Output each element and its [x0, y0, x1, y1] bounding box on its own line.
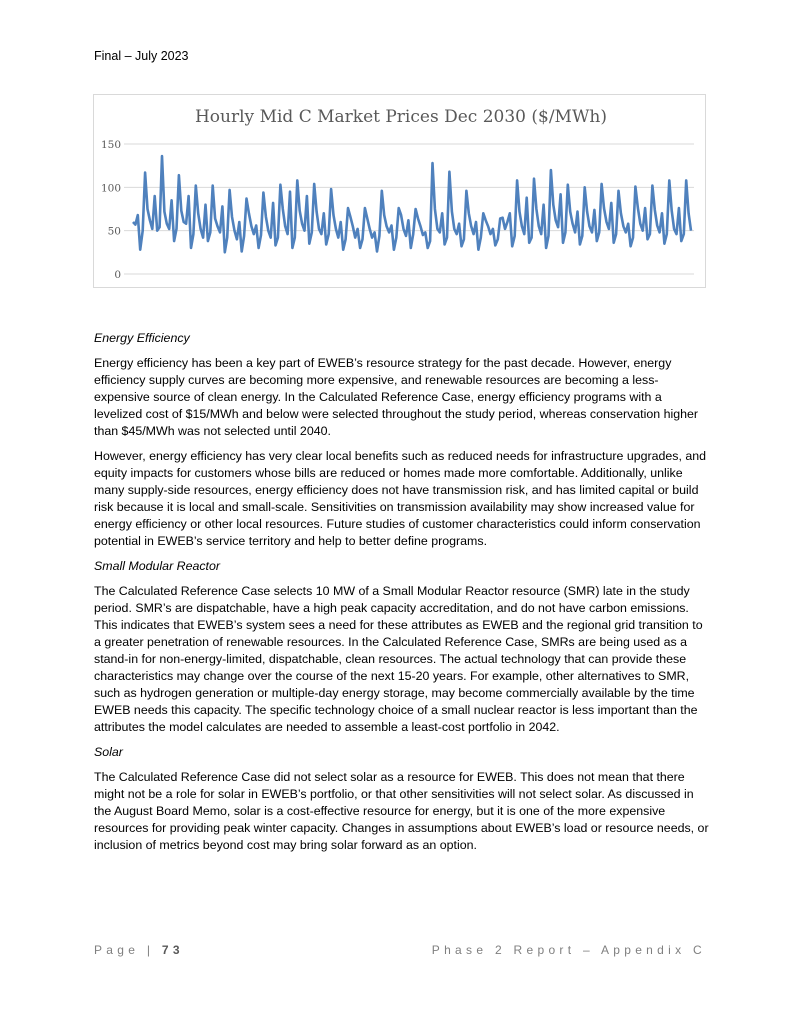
page-number-label [94, 943, 184, 957]
y-tick-label: 100 [100, 182, 121, 195]
y-tick-label: 150 [100, 139, 121, 151]
page-number: 73 [161, 943, 184, 957]
body-text [94, 330, 709, 862]
page-prefix: Page | [94, 943, 162, 957]
paragraph: However, energy efficiency has very clear local benefits such as reduced needs for infrastructure upgrades, and equity impacts for customers whose bills are reduced or homes made more comfortable. Additionally, unlike many supply-side resources, energy efficiency does not have transmission risk, and has limited capital or build risk because it is local and small-scale. Sensitivities on transmission availability may show increased value for energy efficiency or other local resources. Future studies of customer characteristics could inform conservation potential in EWEB’s service territory and help to better define programs. [94, 449, 707, 548]
paragraph: Energy efficiency has been a key part of EWEB’s resource strategy for the past decade. However, energy efficiency supply curves are becoming more expensive, and renewable resources are becoming a less-expensive source of clean energy. In the Calculated Reference Case, energy efficiency programs with a levelized cost of $15/MWh and below were selected throughout the study period, whereas conservation higher than $45/MWh was not selected until 2040. [94, 356, 699, 438]
paragraph: The Calculated Reference Case did not select solar as a resource for EWEB. This does not mean that there might not be a role for solar in EWEB’s portfolio, or that other sensitivities will not select solar. As discussed in the August Board Memo, solar is a cost-effective resource for energy, but it is one of the more expensive resources for providing peak winter capacity. Changes in assumptions about EWEB’s load or resource needs, or inclusion of metrics beyond cost may bring solar forward as an option. [94, 770, 709, 852]
y-tick-label: 50 [107, 225, 121, 238]
price-chart [93, 94, 706, 288]
page-footer [94, 943, 706, 957]
y-tick-label: 0 [114, 269, 121, 281]
price-chart-svg [94, 95, 705, 287]
chart-title: Hourly Mid C Market Prices Dec 2030 ($/MWh) [194, 107, 608, 127]
series-line [133, 156, 691, 252]
section-heading: Small Modular Reactor [94, 559, 221, 573]
section-heading: Energy Efficiency [94, 331, 190, 345]
page-header: Final – July 2023 [94, 49, 189, 63]
paragraph: The Calculated Reference Case selects 10 MW of a Small Modular Reactor resource (SMR) late in the study period. SMR’s are dispatchable, have a high peak capacity accreditation, and do not have carbon emissions. This indicates that EWEB’s system sees a need for these attributes as EWEB and the regional grid transition to a greater penetration of renewable resources. In the Calculated Reference Case, SMRs are being used as a stand-in for non-energy-limited, dispatchable, clean resources. The actual technology that can provide these characteristics may change over the course of the next 15-20 years. For example, other alternatives to SMR, such as hydrogen generation or multiple-day energy storage, may become commercially available by the time EWEB needs this capacity. The specific technology choice of a small nuclear reactor is less important than the attributes the model calculates are needed to assemble a least-cost portfolio in 2042. [94, 584, 703, 734]
footer-report-title: Phase 2 Report – Appendix C [431, 943, 706, 957]
section-heading: Solar [94, 745, 123, 759]
